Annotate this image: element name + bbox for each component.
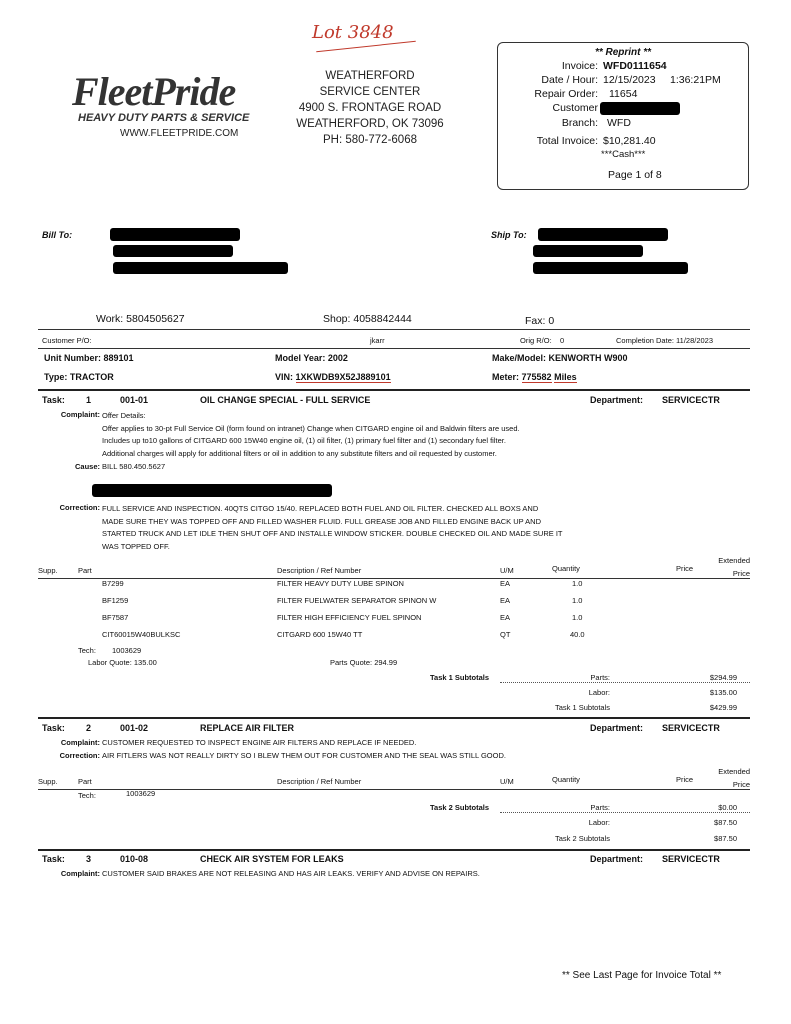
- task3-complaint: CUSTOMER SAID BRAKES ARE NOT RELEASING AND HAS AIR LEAKS. VERIFY AND ADVISE ON REPAIRS.: [102, 869, 480, 878]
- part-um: EA: [500, 596, 511, 605]
- labor-total: $87.50: [714, 818, 737, 827]
- part-qty: 1.0: [572, 579, 583, 588]
- make-label: Make/Model:: [492, 353, 547, 363]
- task1-cause: BILL 580.450.5627: [102, 462, 166, 471]
- divider: [38, 389, 750, 391]
- col-ext-price: Price: [732, 569, 750, 578]
- labor-total: $135.00: [709, 688, 737, 697]
- parts-total: $0.00: [718, 803, 737, 812]
- shop-phone: [323, 313, 412, 325]
- service-center-address: [295, 68, 445, 148]
- task-subtotal-label: Task 2 Subtotals: [554, 834, 610, 843]
- fax-value: 0: [548, 315, 555, 327]
- complaint-line: Includes up to10 gallons of CITGARD 600 15W40 engine oil, (1) oil filter, (1) primary fuel filter and (1) secondary fuel filter.: [102, 436, 506, 445]
- parts-label: Parts:: [590, 803, 610, 812]
- ship-to-label: Ship To:: [491, 230, 527, 240]
- task-code: 001-02: [120, 723, 149, 733]
- department-label: Department:: [590, 854, 644, 864]
- redacted-bill-address: [113, 245, 233, 257]
- part-qty: 1.0: [572, 613, 583, 622]
- vin-value: 1XKWDB9X52J889101: [295, 372, 391, 382]
- model-year-value: 2002: [327, 353, 348, 363]
- page-number: Page 1 of 8: [608, 169, 662, 181]
- fleetpride-logo: FleetPride: [72, 69, 236, 114]
- orig-ro-label: Orig R/O:: [520, 336, 552, 345]
- make-value: KENWORTH W900: [548, 353, 628, 363]
- type-value: TRACTOR: [69, 372, 114, 382]
- invoice-info-box: [497, 42, 749, 190]
- part-qty: 40.0: [570, 630, 585, 639]
- repair-order-label: Repair Order:: [534, 88, 598, 100]
- department-value: SERVICECTR: [662, 395, 720, 405]
- department-value: SERVICECTR: [662, 723, 720, 733]
- work-number: 5804505627: [126, 313, 185, 325]
- make-model: [492, 353, 628, 363]
- footer-note: ** See Last Page for Invoice Total **: [562, 970, 722, 981]
- branch-label: Branch:: [561, 117, 598, 129]
- col-price: Price: [676, 564, 694, 573]
- col-um: U/M: [500, 566, 514, 575]
- task-number: 1: [86, 395, 92, 405]
- task-label: Task:: [42, 395, 65, 405]
- type-label: Type:: [44, 372, 68, 382]
- invoice-label: Invoice:: [561, 60, 598, 72]
- parts-quote-value: 294.99: [374, 658, 398, 667]
- col-supp: Supp.: [38, 566, 58, 575]
- complaint-line: Offer applies to 30-pt Full Service Oil (form found on intranet) Change when CITGARD engine oil and Baldwin filters are used.: [102, 423, 520, 433]
- logo-tagline: HEAVY DUTY PARTS & SERVICE: [78, 112, 250, 124]
- handwritten-lot-note: Lot 3848: [312, 22, 394, 43]
- redacted-ship-city: [533, 262, 688, 274]
- labor-label: Labor:: [588, 818, 610, 827]
- center-line: 4900 S. FRONTAGE ROAD: [298, 102, 442, 114]
- tech-id: 1003629: [112, 646, 142, 655]
- completion-value: 11/28/2023: [676, 336, 714, 345]
- task-label: Task:: [42, 723, 65, 733]
- parts-label: Parts:: [590, 673, 610, 682]
- work-phone: [96, 313, 185, 325]
- invoice-hour: 1:36:21PM: [670, 74, 721, 86]
- parts-quote: [330, 658, 397, 667]
- fax-label: Fax:: [525, 315, 546, 327]
- vin: [275, 372, 391, 382]
- task-label: Task:: [42, 854, 65, 864]
- correction-line: MADE SURE THEY WAS TOPPED OFF AND FILLED WASHER FLUID. FULL GREASE JOB AND FILLED ENGINE BACK UP AND: [102, 516, 541, 526]
- customer-po-label: Customer P/O:: [42, 336, 92, 345]
- part-um: QT: [500, 630, 511, 639]
- fax-number: [525, 315, 554, 327]
- unit-value: 889101: [103, 353, 134, 363]
- complaint-label: Complaint:: [60, 738, 100, 747]
- bill-to-label: Bill To:: [42, 230, 73, 240]
- col-price: Price: [676, 775, 694, 784]
- tech-label: Tech:: [78, 791, 96, 800]
- department-label: Department:: [590, 723, 644, 733]
- reprint-label: ** Reprint **: [594, 47, 652, 58]
- task1-complaint: [102, 410, 520, 460]
- col-supp: Supp.: [38, 777, 58, 786]
- department-label: Department:: [590, 395, 644, 405]
- redacted-ship-name: [538, 228, 668, 241]
- divider: [500, 812, 750, 813]
- user-id: jkarr: [370, 336, 385, 345]
- correction-label: Correction:: [59, 503, 100, 512]
- task2-complaint: CUSTOMER REQUESTED TO INSPECT ENGINE AIR FILTERS AND REPLACE IF NEEDED.: [102, 738, 417, 747]
- orig-ro: [520, 336, 564, 345]
- department-value: SERVICECTR: [662, 854, 720, 864]
- task-number: 3: [86, 854, 92, 864]
- task-code: 001-01: [120, 395, 149, 405]
- labor-quote-value: 135.00: [133, 658, 157, 667]
- unit-label: Unit Number:: [44, 353, 101, 363]
- center-line: WEATHERFORD, OK 73096: [296, 118, 444, 130]
- shop-label: Shop:: [323, 313, 351, 325]
- part-number: BF7587: [102, 613, 129, 622]
- part-number: BF1259: [102, 596, 129, 605]
- col-part: Part: [78, 566, 92, 575]
- parts-quote-label: Parts Quote:: [330, 658, 373, 667]
- task-subtotal: $429.99: [709, 703, 737, 712]
- labor-quote: [88, 658, 157, 667]
- col-qty: Quantity: [552, 775, 580, 784]
- task-number: 2: [86, 723, 92, 733]
- work-label: Work:: [96, 313, 124, 325]
- part-um: EA: [500, 579, 511, 588]
- correction-label: Correction:: [59, 751, 100, 760]
- part-um: EA: [500, 613, 511, 622]
- orig-ro-value: 0: [560, 336, 565, 345]
- meter-unit: Miles: [554, 372, 577, 382]
- cause-label: Cause:: [74, 462, 100, 471]
- center-line: SERVICE CENTER: [319, 86, 421, 98]
- col-ext: Extended: [718, 556, 750, 565]
- center-line: PH: 580-772-6068: [323, 134, 417, 146]
- customer-label: Customer: [552, 102, 598, 114]
- complaint-label: Complaint:: [60, 869, 100, 878]
- meter: [492, 372, 577, 382]
- branch-code: WFD: [607, 117, 631, 129]
- complaint-line: Additional charges will apply for additional filters or oil in addition to any substitute filters and oil requested by customer.: [102, 448, 497, 458]
- part-desc: CITGARD 600 15W40 TT: [277, 630, 363, 639]
- completion-label: Completion Date:: [616, 336, 674, 345]
- payment-method: ***Cash***: [601, 149, 646, 160]
- redacted-bill-city: [113, 262, 288, 274]
- correction-line: WAS TOPPED OFF.: [102, 541, 170, 551]
- unit-number: [44, 353, 134, 363]
- vin-label: VIN:: [275, 372, 293, 382]
- shop-number: 4058842444: [353, 313, 412, 325]
- labor-label: Labor:: [588, 688, 610, 697]
- part-qty: 1.0: [572, 596, 583, 605]
- divider: [38, 717, 750, 719]
- divider: [38, 348, 750, 349]
- task1-correction: [102, 503, 563, 553]
- task-title: CHECK AIR SYSTEM FOR LEAKS: [200, 854, 344, 864]
- col-desc: Description / Ref Number: [277, 566, 362, 575]
- col-desc: Description / Ref Number: [277, 777, 362, 786]
- task-subtotal: $87.50: [714, 834, 737, 843]
- correction-line: STARTED TRUCK AND LET IDLE THEN SHUT OFF AND INSTALLE WINDOW STICKER. DOUBLE CHECKED OIL AND MADE SURE IT: [102, 529, 563, 538]
- task-subtotal-label: Task 1 Subtotals: [554, 703, 610, 712]
- total-invoice-label: Total Invoice:: [536, 135, 598, 147]
- divider: [500, 682, 750, 683]
- col-ext-price: Price: [732, 780, 750, 789]
- complaint-label: Complaint:: [60, 410, 100, 419]
- total-invoice-amount: $10,281.40: [603, 135, 656, 147]
- repair-order-number: 11654: [609, 88, 638, 100]
- task-subtotals-label: Task 2 Subtotals: [430, 803, 490, 812]
- model-year: [275, 353, 348, 363]
- labor-quote-label: Labor Quote:: [88, 658, 132, 667]
- invoice-number: WFD0111654: [603, 60, 667, 72]
- col-part: Part: [78, 777, 92, 786]
- tech-label: Tech:: [78, 646, 96, 655]
- task-subtotals-label: Task 1 Subtotals: [430, 673, 490, 682]
- part-number: B7299: [102, 579, 124, 588]
- redacted-ship-address: [533, 245, 643, 257]
- invoice-date: 12/15/2023: [603, 74, 656, 86]
- tech-id: 1003629: [126, 789, 156, 798]
- meter-label: Meter:: [492, 372, 520, 382]
- task2-correction: AIR FITLERS WAS NOT REALLY DIRTY SO I BLEW THEM OUT FOR CUSTOMER AND THE SEAL WAS STILL GOOD.: [102, 751, 506, 760]
- model-year-label: Model Year:: [275, 353, 326, 363]
- divider: [38, 849, 750, 851]
- task-title: REPLACE AIR FILTER: [200, 723, 294, 733]
- task-title: OIL CHANGE SPECIAL - FULL SERVICE: [200, 395, 371, 405]
- unit-type: [44, 372, 114, 382]
- meter-value: 775582: [521, 372, 552, 382]
- task-code: 010-08: [120, 854, 149, 864]
- redacted-info: [92, 484, 332, 497]
- completion-date: [616, 336, 713, 345]
- part-desc: FILTER HIGH EFFICIENCY FUEL SPINON: [277, 613, 422, 622]
- logo-url: WWW.FLEETPRIDE.COM: [120, 128, 239, 139]
- center-line: WEATHERFORD: [325, 70, 415, 82]
- col-um: U/M: [500, 777, 514, 786]
- part-desc: FILTER FUELWATER SEPARATOR SPINON W: [277, 596, 437, 605]
- date-label: Date / Hour:: [541, 74, 598, 86]
- parts-total: $294.99: [709, 673, 737, 682]
- redacted-customer: [600, 102, 680, 115]
- redacted-bill-name: [110, 228, 240, 241]
- col-ext: Extended: [718, 767, 750, 776]
- part-desc: FILTER HEAVY DUTY LUBE SPINON: [277, 579, 404, 588]
- part-number: CIT60015W40BULKSC: [102, 630, 181, 639]
- correction-line: FULL SERVICE AND INSPECTION. 40QTS CITGO 15/40. REPLACED BOTH FUEL AND OIL FILTER. CHECKED ALL BOXS AND: [102, 504, 539, 513]
- col-qty: Quantity: [552, 564, 580, 573]
- complaint-line: Offer Details:: [102, 411, 146, 420]
- divider: [38, 329, 750, 330]
